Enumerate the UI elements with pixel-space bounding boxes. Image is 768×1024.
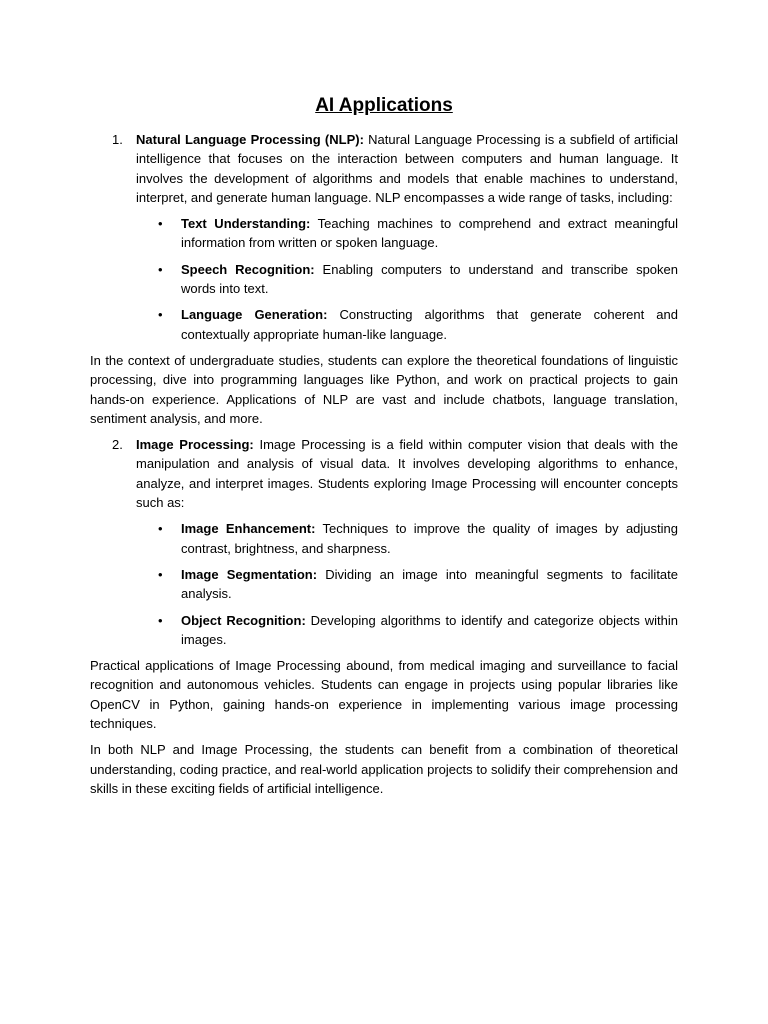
bullet-term: Speech Recognition: (181, 261, 315, 277)
bullet-item (90, 611, 678, 650)
bullet-term: Image Enhancement: (181, 521, 316, 537)
item-text: Image Processing is a field within computer vision that deals with the manipulation and analysis of visual data. It involves developing algorithms to enhance, analyze, and interpret images. Students exploring Image Processing will encounter concepts such as: (136, 437, 678, 511)
bullet-icon: • (158, 307, 163, 323)
bullet-icon: • (158, 612, 163, 628)
bullet-icon: • (158, 261, 163, 277)
item-heading: Natural Language Processing (NLP): (136, 132, 364, 147)
bullet-term: Text Understanding: (181, 216, 311, 232)
document-body (90, 130, 678, 805)
bullet-icon: • (158, 521, 163, 537)
bullet-item (90, 214, 678, 253)
item-number: 2. (112, 437, 123, 453)
bullet-term: Image Segmentation: (181, 566, 318, 582)
bullet-text: Developing algorithms to identify and categorize objects within images. (181, 612, 679, 647)
bullet-icon: • (158, 216, 163, 232)
paragraph-conclusion: In both NLP and Image Processing, the students can benefit from a combination of theoretical understanding, coding practice, and real-world application projects to solidify their comprehension and skills in these exciting fields of artificial intelligence. (90, 742, 678, 796)
bullet-text: Teaching machines to comprehend and extract meaningful information from written or spoken language. (181, 216, 678, 251)
bullet-term: Object Recognition: (181, 612, 306, 628)
paragraph-image-processing: Practical applications of Image Processing abound, from medical imaging and surveillance to facial recognition and autonomous vehicles. Students can engage in projects using popular libraries like OpenCV in Python, gaining hands-on experience in implementing various image processing techniques. (90, 658, 678, 732)
numbered-item-image-processing (90, 435, 678, 512)
bullet-item (90, 519, 678, 558)
bullet-item (90, 260, 678, 299)
paragraph-nlp: In the context of undergraduate studies, students can explore the theoretical foundations of linguistic processing, dive into programming languages like Python, and work on practical projects to gain hands-on experience. Applications of NLP are vast and include chatbots, language translation, sentiment analysis, and more. (90, 352, 678, 426)
bullet-list-image-processing (90, 519, 678, 649)
item-text: Natural Language Processing is a subfield of artificial intelligence that focuses on the interaction between computers and human language. It involves the development of algorithms and models that enable machines to understand, interpret, and generate human language. NLP encompasses a wide range of tasks, including: (136, 132, 679, 205)
bullet-text: Constructing algorithms that generate coherent and contextually appropriate human-like language. (181, 307, 678, 342)
bullet-text: Dividing an image into meaningful segments to facilitate analysis. (181, 566, 678, 602)
bullet-item (90, 305, 678, 344)
bullet-list-nlp (90, 214, 678, 344)
item-heading: Image Processing: (136, 437, 254, 453)
bullet-text: Enabling computers to understand and transcribe spoken words into text. (181, 261, 678, 297)
bullet-text: Techniques to improve the quality of images by adjusting contrast, brightness, and sharpness. (181, 521, 678, 556)
numbered-item-nlp (90, 130, 678, 207)
bullet-icon: • (158, 566, 163, 582)
page-title: AI Applications (315, 95, 453, 116)
bullet-item (90, 565, 678, 604)
item-number: 1. (112, 132, 123, 147)
bullet-term: Language Generation: (181, 307, 328, 323)
